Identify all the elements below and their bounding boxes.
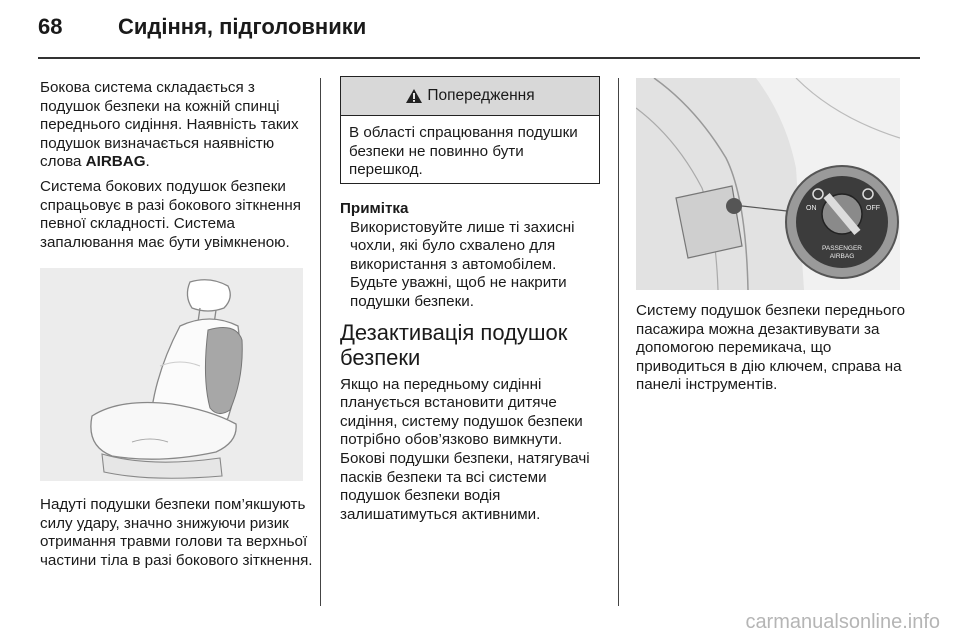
column-3-text	[636, 302, 906, 401]
note-title: Примітка	[340, 200, 409, 217]
watermark-text: carmanualsonline.info	[745, 611, 940, 633]
header-rule	[38, 57, 920, 59]
paragraph-side-airbag-trigger: Система бокових подушок безпеки спрацьовує в разі бокового зіткнення певної складності. Система запалювання має бути увімкненою.	[40, 177, 302, 251]
paragraph-passenger-switch: Систему подушок безпеки переднього пасажира можна дезактивувати за допомогою перемикача, що приводиться в дію ключем, справа на панелі інструментів.	[636, 302, 906, 394]
warning-title: Попередження	[427, 87, 535, 104]
seat-illustration	[40, 268, 303, 481]
warning-header	[341, 77, 599, 116]
section-text: Якщо на передньому сидінні планується встановити дитяче сидіння, систему подушок безпеки потрібно обов’язково вимкнути. Бокові подушки безпеки, натягувачі пасків безпеки та всі системи подушок безпеки водія залишатимуться активними.	[340, 375, 590, 523]
section-heading: Дезактивація подушок безпеки	[340, 319, 568, 370]
airbag-switch-illustration	[636, 78, 900, 290]
switch-airbag-label: AIRBAG	[829, 253, 855, 260]
column-2-text	[340, 200, 608, 530]
dashboard-switch-illustration	[636, 78, 900, 290]
note-text: Використовуйте лише ті захисні чохли, які було схвалено для використання з автомобілем. Будьте уважні, щоб не накрити подушки безпеки.	[350, 218, 575, 310]
page-number: 68	[38, 14, 63, 39]
column-divider-right	[618, 78, 619, 606]
seat-airbag-illustration	[40, 268, 303, 481]
warning-triangle-icon	[405, 88, 423, 104]
column-1-text	[40, 79, 312, 258]
switch-on-label: ON	[806, 205, 817, 212]
warning-text: В області спрацювання подушки безпеки не повинно бути перешкод.	[349, 124, 578, 179]
column-1-bottom-text	[40, 496, 315, 576]
switch-passenger-label: PASSENGER	[822, 245, 862, 252]
page-title: Сидіння, підголовники	[118, 14, 367, 39]
airbag-label: AIRBAG	[85, 153, 146, 171]
warning-box	[340, 76, 600, 184]
switch-off-label: OFF	[866, 205, 880, 212]
paragraph-inflated-airbags: Надуті подушки безпеки пом’якшують силу удару, значно знижуючи ризик отримання травми голови та верхньої частини тіла в разі бокового зіткнення.	[40, 496, 313, 569]
column-divider-left	[320, 78, 321, 606]
paragraph-side-airbag-system: Бокова система складається з подушок безпеки на кожній спинці переднього сидіння. Наявність таких подушок визначається наявністю слова AIRBAG.	[40, 79, 299, 171]
